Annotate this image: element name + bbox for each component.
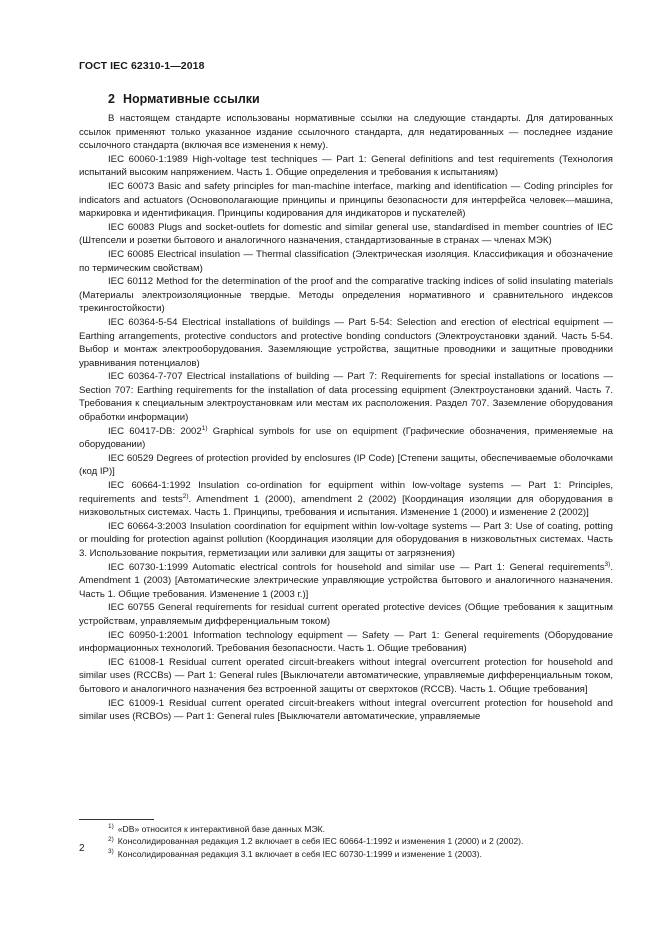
footnote-text: Консолидированная редакция 1.2 включает в себя IEC 60664-1:1992 и изменения 1 (2000) и 2 (2002). xyxy=(117,836,524,847)
reference-iec-61009-1: IEC 61009-1 Residual current operated circuit-breakers without integral overcurrent protection for household and similar uses (RCBOs) — Part 1: General rules [Выключатели автоматические, управляемые xyxy=(79,697,613,723)
footnotes xyxy=(108,823,613,860)
body-text xyxy=(79,112,613,724)
document-header: ГОСТ IEC 62310-1—2018 xyxy=(79,60,205,72)
reference-text: . Amendment 1 (2000), amendment 2 (2002) [Координация изоляции для оборудования в низковольтных системах. Часть 1. Принципы, требования и испытания. Изменение 1 (2000) и изменение 2 (2002)] xyxy=(79,493,613,519)
reference-iec-60730-1 xyxy=(79,561,613,602)
reference-iec-60112: IEC 60112 Method for the determination of the proof and the comparative tracking indices of solid insulating materials (Материалы электроизоляционные твердые. Методы определения нормативного и сравнительного индексов трекингостойкости) xyxy=(79,276,613,315)
reference-text: IEC 60730-1:1999 Automatic electrical controls for household and similar use — Part 1: General requirements xyxy=(108,561,605,573)
footnote-mark: 1) xyxy=(108,823,114,831)
reference-iec-60755: IEC 60755 General requirements for residual current operated protective devices (Общие требования к защитным устройствам, управляемым дифференциальным током) xyxy=(79,602,613,627)
reference-iec-60073: IEC 60073 Basic and safety principles for man-machine interface, marking and identification — Coding principles for indicators and actuators (Основополагающие принципы и принципы безопасности для интерфейса человек—машина, маркировка и идентификация. Принципы кодирования для индикаторов и пускателей) xyxy=(79,180,613,220)
reference-iec-61008-1: IEC 61008-1 Residual current operated circuit-breakers without integral overcurrent protection for household and similar uses (RCCBs) — Part 1: General rules [Выключатели автоматические, управляемые дифференциальным током, бытового и аналогичного назначения без встроенной защиты от сверхтоков (RCCB). Часть 1. Общие требования] xyxy=(79,656,613,695)
footnote-3 xyxy=(108,848,613,860)
footnote-text: «DB» относится к интерактивной базе данных МЭК. xyxy=(117,824,326,834)
reference-iec-60664-1 xyxy=(79,479,613,520)
reference-text: Graphical symbols for use on equipment (Графические обозначения, применяемые на оборудовании) xyxy=(79,425,613,451)
reference-iec-60417 xyxy=(79,425,613,452)
paragraph-intro: В настоящем стандарте использованы нормативные ссылки на следующие стандарты. Для датированных ссылок применяют только указанное издание ссылочного стандарта, для недатированных — последнее издание ссылочного стандарта (включая все изменения к нему). xyxy=(79,113,613,152)
reference-iec-60364-5-54: IEC 60364-5-54 Electrical installations of buildings — Part 5-54: Selection and erection of electrical equipment — Earthing arrangements, protective conductors and protective bonding conductors (Электроустановки зданий. Часть 5-54. Выбор и монтаж электрооборудования. Заземляющие устройства, защитные проводники и защитные проводники уравнивания потенциалов) xyxy=(79,316,613,369)
reference-text: IEC 60417-DB: 2002 xyxy=(108,425,202,437)
footnote-text: Консолидированная редакция 3.1 включает в себя IEC 60730-1:1999 и изменение 1 (2003). xyxy=(117,848,482,859)
reference-iec-60364-7-707: IEC 60364-7-707 Electrical installations of building — Part 7: Requirements for special installations or locations — Section 707: Earthing requirements for the installation of data processing equipment (Электроустановки зданий. Часть 7. Требования к специальным электроустановкам или местам их расположения. Раздел 707. Заземление оборудования обработки информации) xyxy=(79,371,613,424)
reference-iec-60060-1: IEC 60060-1:1989 High-voltage test techniques — Part 1: General definitions and test requirements (Технология испытаний высоким напряжением. Часть 1. Общие определения и требования к испытаниям) xyxy=(79,153,613,179)
section-heading xyxy=(108,92,260,106)
footnote-1 xyxy=(108,823,613,835)
reference-text: IEC 60664-1:1992 Insulation co-ordination for equipment within low-voltage systems — Part 1: Principles, requirements and tests xyxy=(79,480,613,505)
footnote-divider xyxy=(79,819,154,820)
reference-text: . Amendment 1 (2003) [Автоматические электрические управляющие устройства бытового и аналогичного назначения. Часть 1. Общие требования. Изменение 1 (2003 г.)] xyxy=(79,561,613,600)
footnote-2 xyxy=(108,835,613,847)
reference-iec-60664-3: IEC 60664-3:2003 Insulation coordination for equipment within low-voltage systems — Part 3: Use of coating, potting or moulding for protection against pollution (Координация изоляции для оборудования в низковольтных системах. Часть 3. Использование покрытия, герметизации или заливки для защиты от загрязнения) xyxy=(79,520,613,559)
footnote-ref: 1) xyxy=(201,424,208,432)
reference-iec-60529: IEC 60529 Degrees of protection provided by enclosures (IP Code) [Степени защиты, обеспечиваемые оболочками (код IP)] xyxy=(79,452,613,478)
reference-iec-60085: IEC 60085 Electrical insulation — Thermal classification (Электрическая изоляция. Классификация и обозначение по термическим свойствам) xyxy=(79,248,613,274)
footnote-mark: 2) xyxy=(108,835,114,843)
footnote-ref: 2) xyxy=(182,492,189,500)
reference-iec-60950-1: IEC 60950-1:2001 Information technology equipment — Safety — Part 1: General requirements (Оборудование информационных технологий. Требования безопасности. Часть 1. Общие требования) xyxy=(79,629,613,655)
section-number: 2 xyxy=(108,92,115,106)
footnote-mark: 3) xyxy=(108,847,114,855)
page-number: 2 xyxy=(79,843,85,854)
section-title: Нормативные ссылки xyxy=(122,92,260,106)
footnote-ref: 3) xyxy=(604,560,611,568)
reference-iec-60083: IEC 60083 Plugs and socket-outlets for domestic and similar general use, standardised in member countries of IEC (Штепсели и розетки бытового и аналогичного назначения, стандартизованные в странах — членах МЭК) xyxy=(79,221,613,247)
